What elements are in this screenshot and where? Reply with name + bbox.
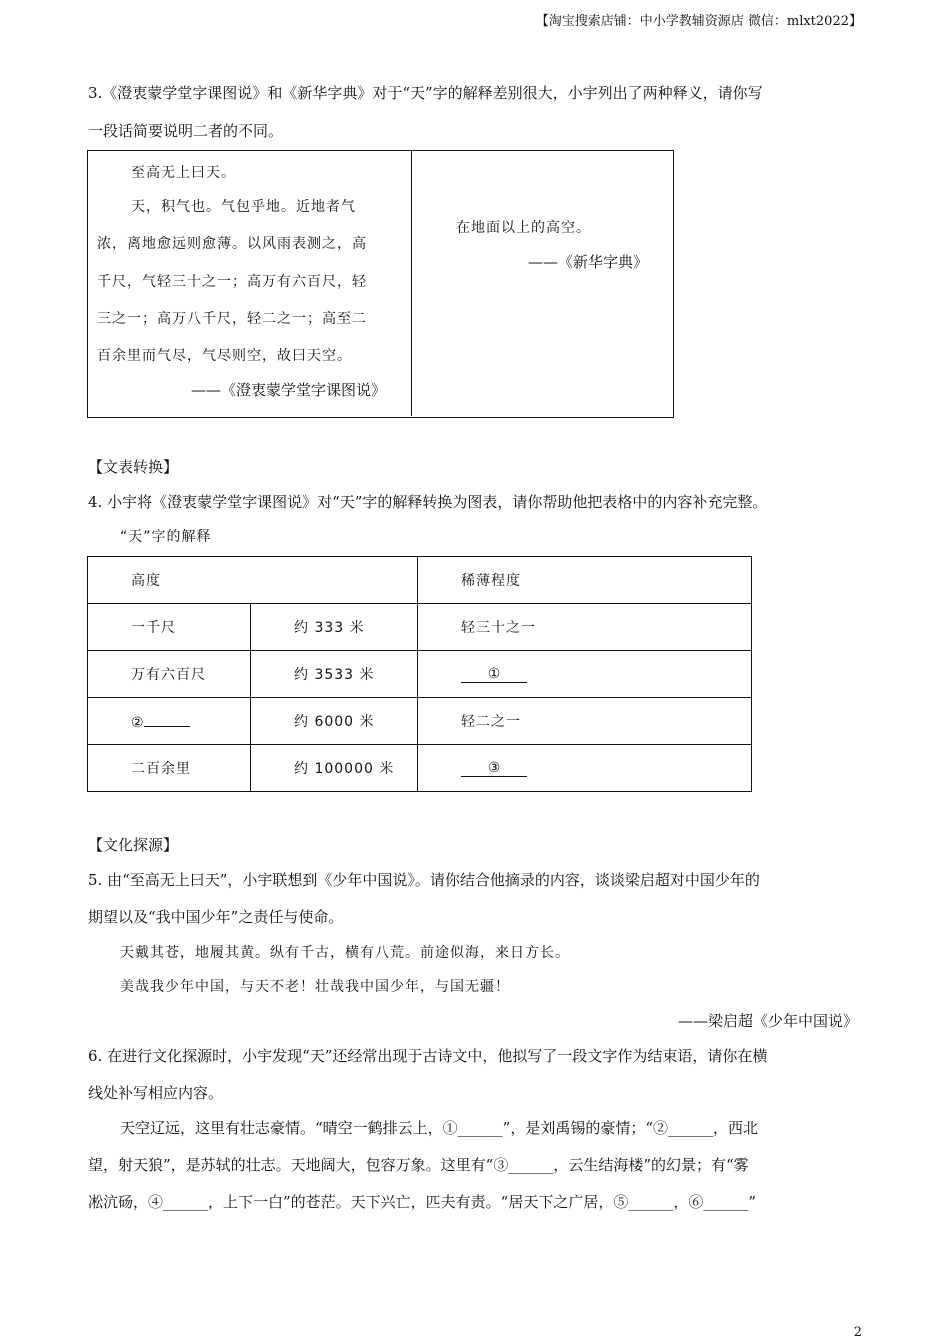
q3-left-line-3: 浓，离地愈远则愈薄。以风雨表测之，高 xyxy=(97,236,367,252)
row1-height: 一千尺 xyxy=(88,604,251,651)
q3-left-line-6: 百余里而气尽，气尽则空，故曰天空。 xyxy=(97,348,352,364)
row1-thinness: 轻三十之一 xyxy=(418,604,752,651)
q4-table xyxy=(87,556,752,792)
q3-right-text: 在地面以上的高空。 xyxy=(456,220,591,236)
table-row xyxy=(88,651,752,698)
row2-thinness-cell xyxy=(418,651,752,698)
row4-height: 二百余里 xyxy=(88,745,251,792)
q3-line2: 一段话简要说明二者的不同。 xyxy=(88,122,284,140)
blank-3[interactable]: ③ xyxy=(461,760,527,777)
row3-thinness: 轻二之一 xyxy=(418,698,752,745)
q3-table-divider xyxy=(411,150,412,416)
q4-section-title: 【文表转换】 xyxy=(88,458,179,476)
q3-line1: 3.《澄衷蒙学堂字课图说》和《新华字典》对于“天”字的解释差别很大，小宇列出了两种释义，请你写 xyxy=(88,84,763,102)
row2-meters: 约 3533 米 xyxy=(251,651,418,698)
q6-paragraph-line2: 望，射天狼”，是苏轼的壮志。天地阔大，包容万象。这里有“③______，云生结海楼”的幻景；有“雾 xyxy=(88,1156,749,1174)
q5-quote2: 美哉我少年中国，与天不老！壮哉我中国少年，与国无疆！ xyxy=(120,979,510,995)
q6-line2: 线处补写相应内容。 xyxy=(88,1084,224,1102)
header-thinness: 稀薄程度 xyxy=(418,557,752,604)
q3-left-line-2: 天，积气也。气包乎地。近地者气 xyxy=(131,199,356,215)
q5-source: ——梁启超《少年中国说》 xyxy=(677,1012,858,1030)
q6-paragraph-line3: 凇沆砀，④______，上下一白”的苍茫。天下兴亡，匹夫有责。“居天下之广居，⑤______，⑥______” xyxy=(88,1193,757,1211)
q6-line1: 6. 在进行文化探源时，小宇发现“天”还经常出现于古诗文中，他拟写了一段文字作为结束语，请你在横 xyxy=(88,1047,768,1065)
q5-line1: 5. 由“至高无上曰天”，小宇联想到《少年中国说》。请你结合他摘录的内容，谈谈梁启超对中国少年的 xyxy=(88,871,760,889)
page-number: 2 xyxy=(853,1325,862,1340)
table-row xyxy=(88,557,752,604)
q5-section-title: 【文化探源】 xyxy=(88,836,179,854)
q3-left-source: ——《澄衷蒙学堂字课图说》 xyxy=(191,381,387,399)
q5-quote1: 天戴其苍，地履其黄。纵有千古，横有八荒。前途似海，来日方长。 xyxy=(120,945,570,961)
row1-meters: 约 333 米 xyxy=(251,604,418,651)
header-height: 高度 xyxy=(88,557,418,604)
q3-left-line-1: 至高无上曰天。 xyxy=(131,165,236,181)
q4-caption: “天”字的解释 xyxy=(120,529,212,545)
blank-1[interactable]: ① xyxy=(461,666,527,683)
row4-meters: 约 100000 米 xyxy=(251,745,418,792)
row3-meters: 约 6000 米 xyxy=(251,698,418,745)
page-header: 【淘宝搜索店铺：中小学教辅资源店 微信：mlxt2022】 xyxy=(535,14,862,29)
blank-2-marker: ② xyxy=(131,714,144,731)
q3-right-source: ——《新华字典》 xyxy=(528,253,649,271)
row2-height: 万有六百尺 xyxy=(88,651,251,698)
table-row xyxy=(88,698,752,745)
row3-height-cell xyxy=(88,698,251,745)
blank-2[interactable] xyxy=(144,712,190,727)
q6-paragraph-line1: 天空辽远，这里有壮志豪情。“晴空一鹤排云上，①______”，是刘禹锡的豪情；“②______，西北 xyxy=(120,1119,759,1137)
q4-line1: 4. 小宇将《澄衷蒙学堂字课图说》对“天”字的解释转换为图表，请你帮助他把表格中的内容补充完整。 xyxy=(88,493,768,511)
q3-left-line-5: 三之一；高万八千尺，轻二之一；高至二 xyxy=(97,311,367,327)
q3-left-line-4: 千尺，气轻三十之一；高万有六百尺，轻 xyxy=(97,274,367,290)
row4-thinness-cell xyxy=(418,745,752,792)
table-row xyxy=(88,745,752,792)
table-row xyxy=(88,604,752,651)
q5-line2: 期望以及“我中国少年”之责任与使命。 xyxy=(88,908,344,926)
